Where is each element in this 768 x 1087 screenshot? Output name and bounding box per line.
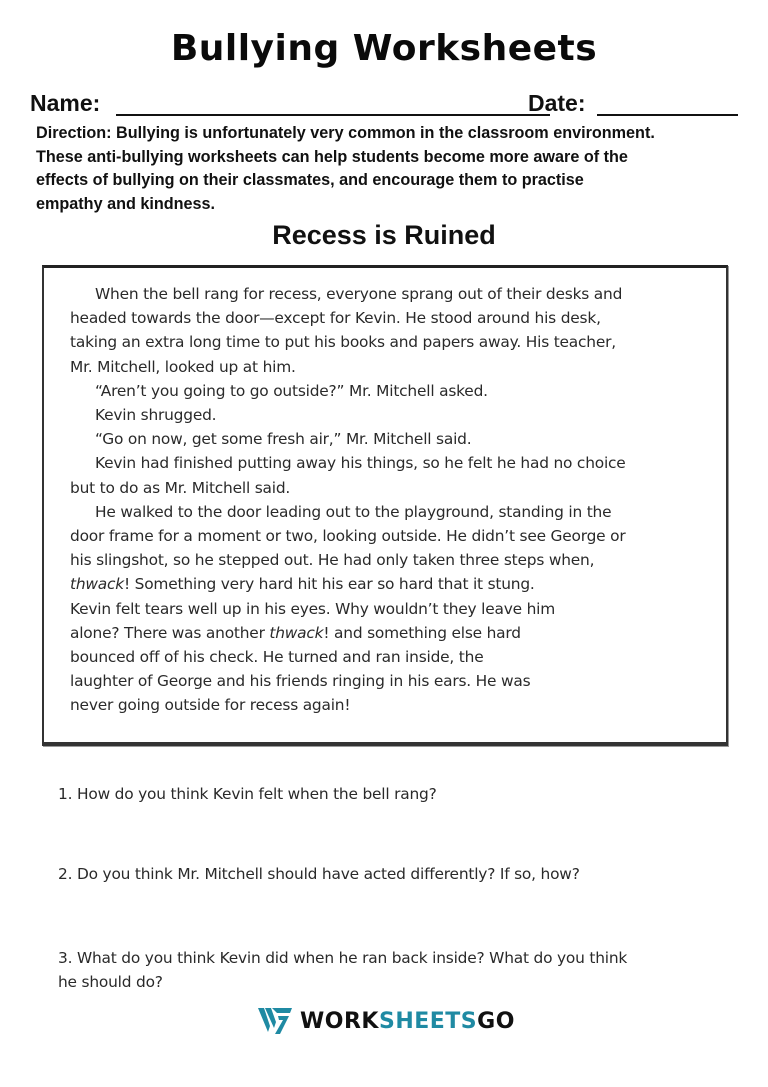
story-line-text: Mr. Mitchell, looked up at him. (70, 357, 296, 376)
story-line-text: Kevin felt tears well up in his eyes. Why wouldn’t they leave him (70, 599, 555, 618)
story-line (70, 451, 715, 475)
story-title: Recess is Ruined (272, 220, 496, 250)
story-line-text: Kevin had finished putting away his things, so he felt he had no choice (95, 454, 626, 473)
story-line-text: bounced off of his check. He turned and ran inside, the (70, 648, 484, 667)
story-line-text: taking an extra long time to put his books and papers away. His teacher, (70, 333, 616, 352)
story-emphasis: thwack (70, 575, 124, 594)
date-blank-line[interactable] (597, 114, 738, 116)
story-line-text: alone? There was another (70, 623, 270, 642)
brand-wordmark (300, 1009, 515, 1034)
direction-line: These anti-bullying worksheets can help students become more aware of the (36, 147, 628, 166)
story-box (42, 265, 728, 746)
worksheet-title: Bullying Worksheets (170, 28, 598, 69)
story-line (70, 597, 715, 621)
story-line-text: He walked to the door leading out to the playground, standing in the (95, 502, 612, 521)
story-line-text: ! Something very hard hit his ear so hard that it stung. (123, 575, 535, 594)
question-text: 2. Do you think Mr. Mitchell should have acted differently? If so, how? (58, 865, 580, 883)
story-line-text: “Go on now, get some fresh air,” Mr. Mitchell said. (95, 430, 472, 449)
date-label: Date: (528, 90, 586, 116)
story-line (70, 476, 715, 500)
story-line-text: Kevin shrugged. (95, 406, 217, 425)
brand-sheets: SHEETS (378, 1008, 478, 1034)
story-line-text: “Aren’t you going to go outside?” Mr. Mitchell asked. (95, 381, 488, 400)
story-line (70, 572, 715, 596)
direction-line: Direction: Bullying is unfortunately very common in the classroom environment. (36, 124, 655, 142)
story-line (70, 282, 715, 306)
story-line (70, 306, 715, 330)
direction-line: effects of bullying on their classmates, and encourage them to practise (36, 171, 584, 189)
story-line-text: door frame for a moment or two, looking outside. He didn’t see George or (70, 527, 626, 546)
story-line (70, 693, 715, 717)
question-text: 3. What do you think Kevin did when he ran back inside? What do you think (58, 949, 628, 967)
story-line (70, 330, 715, 354)
story-line-text: his slingshot, so he stepped out. He had only taken three steps when, (70, 551, 595, 570)
story-line-text: When the bell rang for recess, everyone sprang out of their desks and (95, 285, 623, 303)
story-line (70, 524, 715, 548)
story-line-text: headed towards the door—except for Kevin. He stood around his desk, (70, 309, 601, 328)
story-line (70, 548, 715, 572)
brand-go: GO (477, 1008, 515, 1034)
direction-text (36, 122, 736, 216)
question-3 (58, 946, 627, 994)
worksheetsgo-logo (258, 1006, 515, 1036)
question-text: he should do? (58, 973, 163, 991)
worksheetsgo-w-logo-icon (258, 1008, 292, 1034)
question-2 (58, 862, 580, 886)
story-line-text: but to do as Mr. Mitchell said. (70, 478, 291, 497)
brand-work: WORK (300, 1008, 379, 1034)
story-line (70, 669, 715, 693)
story-line (70, 427, 715, 451)
story-line-text: never going outside for recess again! (70, 696, 351, 715)
name-date-row (30, 90, 740, 120)
story-text (70, 282, 715, 718)
name-blank-line[interactable] (116, 114, 550, 116)
story-line (70, 645, 715, 669)
question-text: 1. How do you think Kevin felt when the bell rang? (58, 785, 437, 803)
story-emphasis: thwack (269, 623, 324, 642)
story-line (70, 379, 715, 403)
story-line (70, 500, 715, 524)
story-line (70, 621, 715, 645)
story-line (70, 355, 715, 379)
story-line (70, 403, 715, 427)
story-line-text: ! and something else hard (323, 623, 521, 642)
direction-line: empathy and kindness. (36, 194, 216, 213)
question-1 (58, 782, 437, 806)
name-label: Name: (30, 90, 101, 116)
story-line-text: laughter of George and his friends ringing in his ears. He was (70, 672, 531, 691)
